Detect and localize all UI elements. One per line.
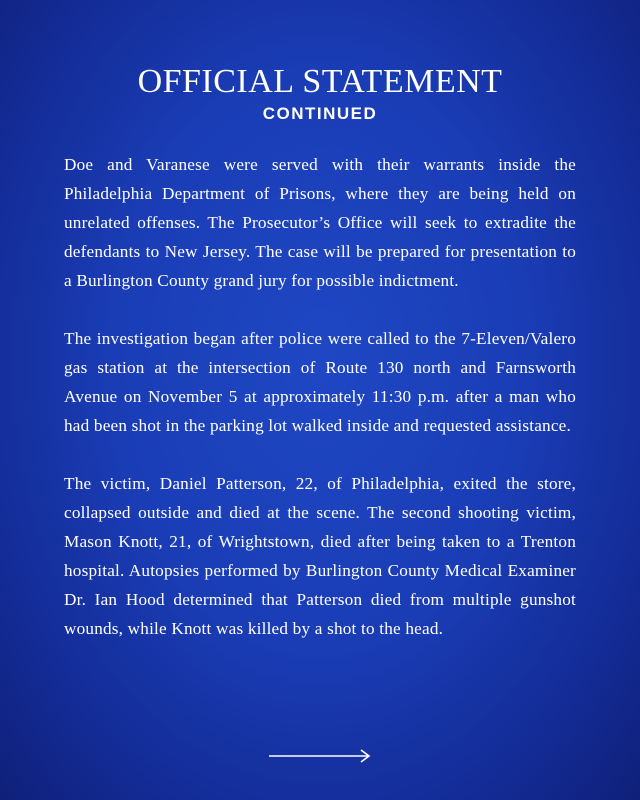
page-subtitle: CONTINUED bbox=[262, 104, 378, 123]
paragraph-2: The investigation began after police were called to the 7-Eleven/Valero gas station at the intersection of Route 130 north and Farnsworth Avenue on November 5 at approximately 11:30 p.m. after a man who had been shot in the parking lot walked inside and requested assistance. bbox=[64, 329, 576, 435]
statement-body bbox=[64, 150, 576, 672]
page-title: OFFICIAL STATEMENT bbox=[137, 63, 503, 100]
paragraph-1: Doe and Varanese were served with their warrants inside the Philadelphia Department of Prisons, where they are being held on unrelated offenses. The Prosecutor’s Office will seek to extradite the defendants to New Jersey. The case will be prepared for presentation to a Burlington County grand jury for possible indictment. bbox=[64, 155, 576, 290]
arrow-right-icon[interactable] bbox=[268, 746, 372, 766]
paragraph-3: The victim, Daniel Patterson, 22, of Philadelphia, exited the store, collapsed outside and died at the scene. The second shooting victim, Mason Knott, 21, of Wrightstown, died after being taken to a Trenton hospital. Autopsies performed by Burlington County Medical Examiner Dr. Ian Hood determined that Patterson died from multiple gunshot wounds, while Knott was killed by a shot to the head. bbox=[64, 474, 576, 638]
